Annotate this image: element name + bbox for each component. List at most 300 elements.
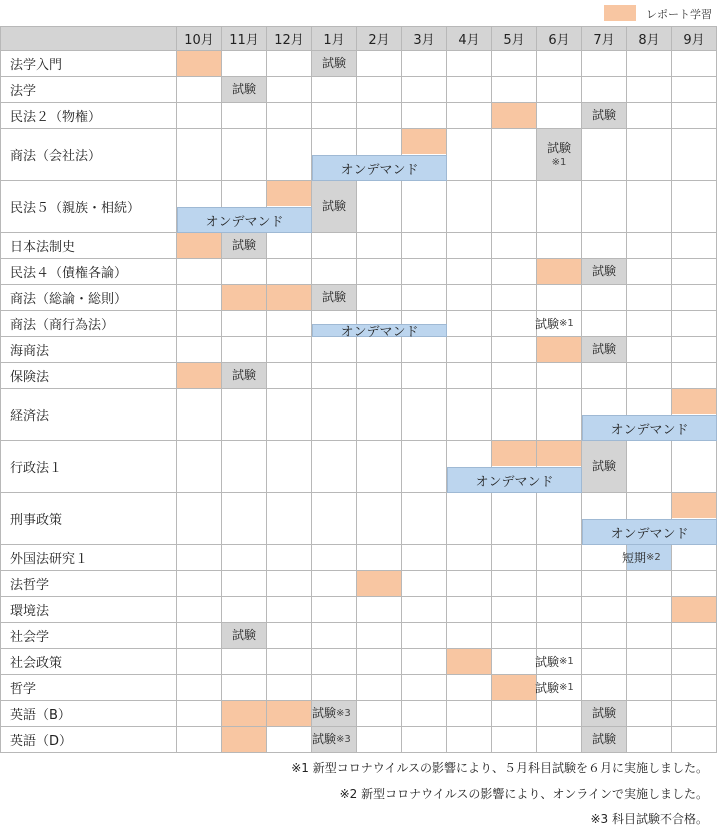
grid-cell: [672, 363, 717, 389]
grid-cell: [582, 51, 627, 77]
exam-block: [222, 77, 266, 102]
ondemand-bar: オンデマンド: [177, 207, 312, 233]
subject-name: 社会学: [0, 623, 177, 649]
grid-cell: [222, 129, 267, 181]
footnote-2: ※2 新型コロナウイルスの影響により、オンラインで実施しました。: [339, 787, 708, 801]
inline-note: ※1: [559, 318, 574, 329]
grid-cell: [177, 571, 222, 597]
grid-cell: [537, 545, 582, 571]
subject-name: 法学入門: [0, 51, 177, 77]
grid-cell: [447, 571, 492, 597]
grid-cell: [177, 675, 222, 701]
month-header: 11月: [222, 26, 267, 51]
exam-label: 試験: [591, 706, 616, 721]
grid-cell: [672, 701, 717, 727]
exam-block: [312, 51, 356, 76]
grid-cell: [177, 441, 222, 493]
grid-cell: [402, 389, 447, 441]
month-header: 8月: [627, 26, 672, 51]
report-block: [537, 259, 581, 284]
grid-cell: [222, 311, 267, 337]
grid-cell: [177, 337, 222, 363]
grid-cell: [177, 129, 222, 181]
ondemand-bar: オンデマンド: [447, 467, 582, 493]
grid-cell: [582, 77, 627, 103]
grid-cell: [537, 493, 582, 545]
grid-cell: [357, 285, 402, 311]
grid-cell: [537, 363, 582, 389]
grid-cell: [447, 259, 492, 285]
grid-cell: [627, 103, 672, 129]
grid-cell: [672, 129, 717, 181]
exam-label: 試験: [312, 706, 337, 721]
grid-cell: [492, 493, 537, 545]
grid-cell: [627, 285, 672, 311]
subject-name: 環境法: [0, 597, 177, 623]
grid-cell: [357, 233, 402, 259]
report-block: [492, 675, 536, 700]
report-block: [537, 337, 581, 362]
grid-cell: [447, 545, 492, 571]
grid-cell: [267, 727, 312, 753]
grid-cell: [672, 649, 717, 675]
grid-cell: [627, 181, 672, 233]
month-header: 3月: [402, 26, 447, 51]
ondemand-bar: オンデマンド: [312, 155, 447, 181]
grid-cell: [447, 51, 492, 77]
month-header: 10月: [177, 26, 222, 51]
exam-label: 試験: [321, 290, 346, 305]
exam-block: [312, 727, 356, 752]
grid-cell: [357, 363, 402, 389]
grid-cell: [177, 259, 222, 285]
subject-name: 行政法１: [0, 441, 177, 493]
grid-cell: [492, 77, 537, 103]
grid-cell: [627, 571, 672, 597]
grid-cell: [492, 727, 537, 753]
grid-cell: [177, 389, 222, 441]
grid-cell: [672, 623, 717, 649]
grid-cell: [222, 259, 267, 285]
inline-mark: [535, 311, 592, 336]
grid-cell: [447, 77, 492, 103]
grid-cell: [627, 441, 672, 493]
grid-cell: [447, 181, 492, 233]
grid-cell: [537, 571, 582, 597]
grid-cell: [447, 623, 492, 649]
grid-cell: [492, 649, 537, 675]
grid-cell: [492, 311, 537, 337]
grid-cell: [357, 701, 402, 727]
legend-label: レポート学習: [646, 8, 712, 21]
grid-cell: [447, 727, 492, 753]
grid-cell: [267, 623, 312, 649]
grid-cell: [177, 545, 222, 571]
grid-cell: [627, 77, 672, 103]
grid-cell: [537, 623, 582, 649]
exam-block: [582, 441, 626, 492]
exam-label: 試験: [546, 140, 571, 155]
exam-block: [222, 623, 266, 648]
grid-cell: [627, 363, 672, 389]
inline-label: 短期: [622, 551, 647, 565]
report-block: [447, 649, 491, 674]
grid-cell: [537, 233, 582, 259]
report-block: [402, 129, 446, 154]
grid-cell: [267, 597, 312, 623]
grid-cell: [672, 285, 717, 311]
exam-block: [582, 701, 626, 726]
grid-cell: [582, 363, 627, 389]
inline-note: ※1: [559, 656, 574, 667]
grid-cell: [672, 233, 717, 259]
grid-cell: [672, 337, 717, 363]
grid-cell: [447, 129, 492, 181]
subject-name: 民法５（親族・相続）: [0, 181, 177, 233]
exam-note: ※3: [336, 733, 351, 745]
report-block: [222, 285, 266, 310]
grid-cell: [402, 103, 447, 129]
grid-cell: [177, 701, 222, 727]
subject-name: 保険法: [0, 363, 177, 389]
exam-label: 試験: [591, 342, 616, 357]
subject-name: 海商法: [0, 337, 177, 363]
grid-cell: [357, 649, 402, 675]
report-block: [177, 363, 221, 388]
report-block: [672, 493, 716, 518]
report-block: [177, 233, 221, 258]
subject-name: 民法２（物権）: [0, 103, 177, 129]
report-block: [267, 285, 311, 310]
report-block: [222, 701, 266, 726]
grid-cell: [627, 259, 672, 285]
ondemand-bar: オンデマンド: [582, 519, 717, 545]
report-block: [492, 103, 536, 128]
grid-cell: [582, 181, 627, 233]
exam-label: 試験: [321, 56, 346, 71]
grid-cell: [492, 597, 537, 623]
grid-cell: [222, 389, 267, 441]
grid-cell: [402, 233, 447, 259]
subject-name: 英語（B）: [0, 701, 177, 727]
header-corner: [0, 26, 177, 51]
subject-name: 商法（総論・総則）: [0, 285, 177, 311]
grid-cell: [402, 441, 447, 493]
grid-cell: [267, 675, 312, 701]
grid-cell: [627, 623, 672, 649]
grid-cell: [447, 701, 492, 727]
report-block: [672, 389, 716, 414]
month-header: 2月: [357, 26, 402, 51]
grid-cell: [537, 727, 582, 753]
grid-cell: [177, 623, 222, 649]
grid-cell: [357, 597, 402, 623]
subject-name: 社会政策: [0, 649, 177, 675]
report-block: [537, 441, 581, 466]
grid-cell: [447, 103, 492, 129]
exam-block: [312, 701, 356, 726]
subject-name: 経済法: [0, 389, 177, 441]
grid-cell: [222, 675, 267, 701]
grid-cell: [267, 493, 312, 545]
grid-cell: [222, 493, 267, 545]
report-block: [267, 701, 311, 726]
grid-cell: [267, 129, 312, 181]
ondemand-bar: オンデマンド: [582, 415, 717, 441]
grid-cell: [447, 233, 492, 259]
grid-cell: [492, 285, 537, 311]
grid-cell: [537, 389, 582, 441]
grid-cell: [357, 545, 402, 571]
grid-cell: [222, 545, 267, 571]
grid-cell: [357, 441, 402, 493]
grid-cell: [447, 493, 492, 545]
grid-cell: [492, 129, 537, 181]
exam-label: 試験: [312, 732, 337, 747]
report-block: [492, 441, 536, 466]
footnote-3: ※3 科目試験不合格。: [590, 812, 708, 826]
subject-name: 民法４（債権各論）: [0, 259, 177, 285]
grid-cell: [357, 623, 402, 649]
grid-cell: [582, 285, 627, 311]
exam-label: 試験: [231, 82, 256, 97]
grid-cell: [492, 545, 537, 571]
grid-cell: [267, 233, 312, 259]
grid-cell: [267, 441, 312, 493]
grid-cell: [447, 337, 492, 363]
grid-cell: [447, 311, 492, 337]
grid-cell: [267, 571, 312, 597]
grid-cell: [627, 233, 672, 259]
subject-name: 法哲学: [0, 571, 177, 597]
grid-cell: [267, 545, 312, 571]
grid-cell: [492, 623, 537, 649]
grid-cell: [627, 649, 672, 675]
exam-label: 試験: [591, 108, 616, 123]
grid-cell: [402, 259, 447, 285]
month-header: 9月: [672, 26, 717, 51]
grid-cell: [357, 493, 402, 545]
subject-name: 商法（商行為法）: [0, 311, 177, 337]
grid-cell: [672, 311, 717, 337]
grid-cell: [312, 389, 357, 441]
grid-cell: [402, 649, 447, 675]
grid-cell: [222, 441, 267, 493]
grid-cell: [492, 259, 537, 285]
grid-cell: [402, 571, 447, 597]
inline-note: ※2: [646, 552, 661, 563]
grid-cell: [312, 545, 357, 571]
grid-cell: [582, 545, 627, 571]
grid-cell: [672, 51, 717, 77]
grid-cell: [222, 51, 267, 77]
inline-mark: [535, 649, 592, 674]
grid-cell: [627, 51, 672, 77]
grid-cell: [447, 363, 492, 389]
inline-mark: [622, 545, 679, 570]
exam-block: [312, 285, 356, 310]
grid-cell: [672, 727, 717, 753]
grid-cell: [177, 493, 222, 545]
grid-cell: [492, 181, 537, 233]
grid-cell: [357, 389, 402, 441]
grid-cell: [222, 649, 267, 675]
grid-cell: [402, 675, 447, 701]
inline-label: 試験: [535, 655, 560, 669]
grid-cell: [267, 103, 312, 129]
grid-cell: [312, 493, 357, 545]
grid-cell: [537, 103, 582, 129]
ondemand-bar: オンデマンド: [312, 324, 447, 337]
grid-cell: [492, 363, 537, 389]
grid-cell: [402, 285, 447, 311]
grid-cell: [672, 77, 717, 103]
grid-cell: [312, 441, 357, 493]
grid-cell: [267, 77, 312, 103]
grid-cell: [177, 649, 222, 675]
subject-name: 外国法研究１: [0, 545, 177, 571]
exam-label: 試験: [591, 732, 616, 747]
grid-cell: [627, 311, 672, 337]
grid-cell: [267, 311, 312, 337]
grid-cell: [267, 363, 312, 389]
grid-cell: [312, 675, 357, 701]
grid-cell: [312, 259, 357, 285]
grid-cell: [537, 77, 582, 103]
grid-cell: [402, 493, 447, 545]
grid-cell: [312, 233, 357, 259]
month-header: 7月: [582, 26, 627, 51]
grid-cell: [402, 363, 447, 389]
report-block: [222, 727, 266, 752]
month-header: 6月: [537, 26, 582, 51]
exam-block: [582, 337, 626, 362]
grid-cell: [402, 181, 447, 233]
grid-cell: [177, 311, 222, 337]
grid-cell: [672, 675, 717, 701]
subject-name: 刑事政策: [0, 493, 177, 545]
grid-cell: [492, 571, 537, 597]
grid-cell: [627, 337, 672, 363]
exam-label: 試験: [591, 459, 616, 474]
grid-cell: [222, 103, 267, 129]
grid-cell: [537, 51, 582, 77]
grid-cell: [312, 103, 357, 129]
grid-cell: [672, 441, 717, 493]
grid-cell: [312, 77, 357, 103]
exam-block: [222, 233, 266, 258]
grid-cell: [582, 571, 627, 597]
grid-cell: [357, 103, 402, 129]
grid-cell: [582, 129, 627, 181]
exam-block: [582, 259, 626, 284]
exam-note: ※3: [336, 707, 351, 719]
grid-cell: [627, 727, 672, 753]
grid-cell: [447, 285, 492, 311]
grid-cell: [492, 701, 537, 727]
grid-cell: [402, 51, 447, 77]
exam-block: [222, 363, 266, 388]
exam-block: [537, 129, 581, 180]
grid-cell: [177, 77, 222, 103]
subject-name: 日本法制史: [0, 233, 177, 259]
grid-cell: [222, 597, 267, 623]
grid-cell: [357, 77, 402, 103]
grid-cell: [492, 51, 537, 77]
exam-note: ※1: [551, 156, 567, 168]
month-header: 5月: [492, 26, 537, 51]
grid-cell: [312, 337, 357, 363]
exam-label: 試験: [231, 238, 256, 253]
exam-label: 試験: [231, 628, 256, 643]
month-header: 12月: [267, 26, 312, 51]
grid-cell: [357, 675, 402, 701]
grid-cell: [402, 623, 447, 649]
grid-cell: [177, 597, 222, 623]
inline-label: 試験: [535, 681, 560, 695]
grid-cell: [627, 597, 672, 623]
grid-cell: [222, 571, 267, 597]
subject-name: 商法（会社法）: [0, 129, 177, 181]
subject-name: 哲学: [0, 675, 177, 701]
exam-block: [582, 103, 626, 128]
report-block: [177, 51, 221, 76]
grid-cell: [267, 259, 312, 285]
grid-cell: [672, 571, 717, 597]
grid-cell: [402, 337, 447, 363]
grid-cell: [492, 233, 537, 259]
inline-label: 試験: [535, 317, 560, 331]
grid-cell: [672, 259, 717, 285]
report-block: [672, 597, 716, 622]
grid-cell: [312, 623, 357, 649]
grid-cell: [402, 727, 447, 753]
month-header: 1月: [312, 26, 357, 51]
grid-cell: [582, 623, 627, 649]
grid-cell: [357, 727, 402, 753]
grid-cell: [672, 181, 717, 233]
grid-cell: [267, 649, 312, 675]
grid-cell: [312, 363, 357, 389]
grid-cell: [492, 337, 537, 363]
subject-name: 法学: [0, 77, 177, 103]
exam-label: 試験: [321, 199, 346, 214]
month-header: 4月: [447, 26, 492, 51]
grid-cell: [402, 701, 447, 727]
grid-cell: [537, 597, 582, 623]
grid-cell: [177, 285, 222, 311]
grid-cell: [627, 701, 672, 727]
grid-cell: [447, 389, 492, 441]
grid-cell: [312, 597, 357, 623]
grid-cell: [357, 51, 402, 77]
grid-cell: [312, 649, 357, 675]
grid-cell: [627, 675, 672, 701]
grid-cell: [267, 389, 312, 441]
grid-cell: [402, 77, 447, 103]
grid-cell: [402, 545, 447, 571]
grid-cell: [357, 181, 402, 233]
report-block: [357, 571, 401, 596]
grid-cell: [447, 675, 492, 701]
grid-cell: [582, 597, 627, 623]
exam-block: [582, 727, 626, 752]
grid-cell: [222, 337, 267, 363]
grid-cell: [312, 571, 357, 597]
grid-cell: [267, 51, 312, 77]
grid-cell: [627, 129, 672, 181]
grid-cell: [672, 103, 717, 129]
